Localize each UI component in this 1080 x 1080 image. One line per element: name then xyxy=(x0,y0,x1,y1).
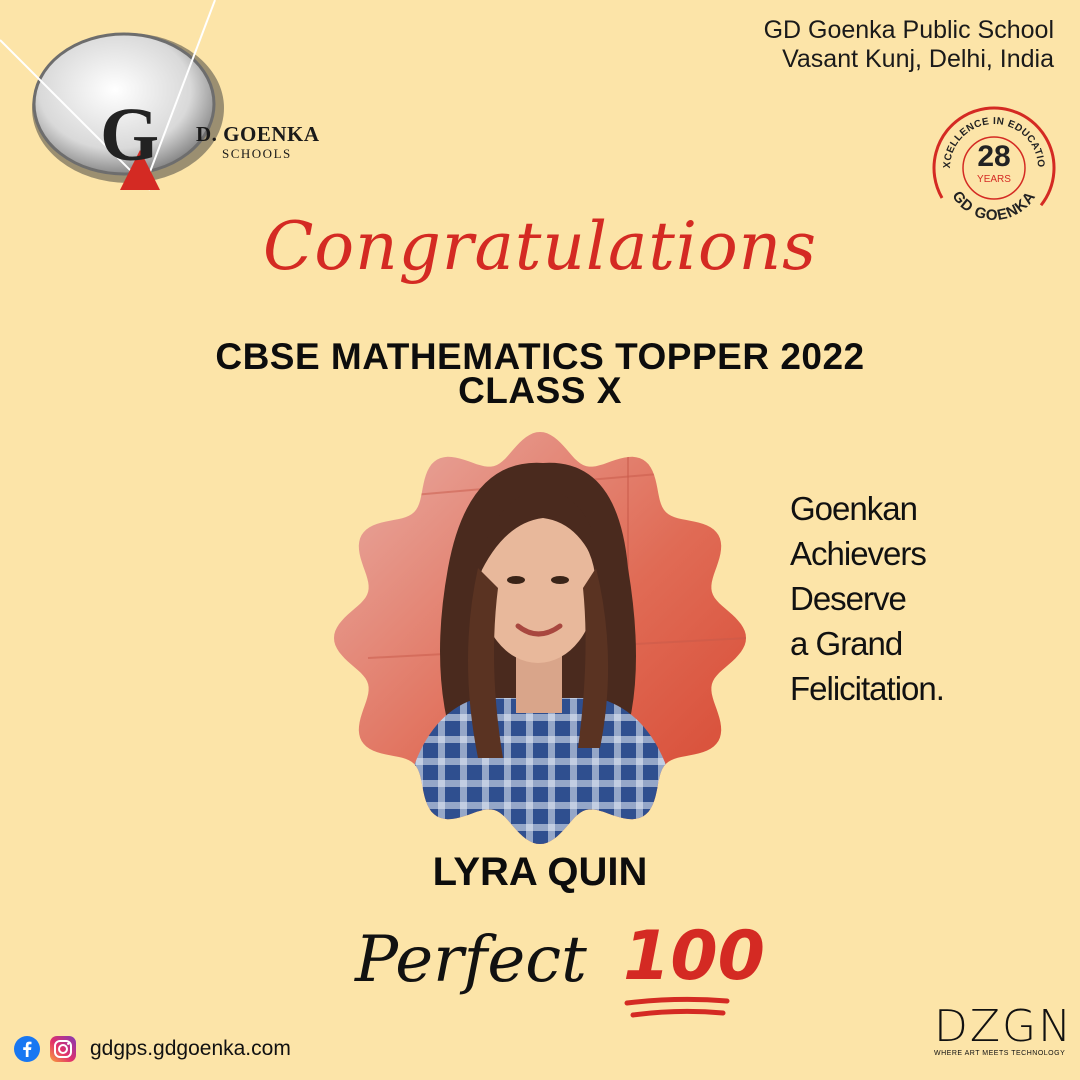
logo-sub-text: SCHOOLS xyxy=(222,146,292,161)
website-link[interactable]: gdgps.gdgoenka.com xyxy=(90,1037,291,1060)
tagline-line: Achievers xyxy=(790,535,926,572)
svg-text:YEARS: YEARS xyxy=(977,174,1011,185)
perfect-label: Perfect xyxy=(355,923,587,997)
svg-text:GD GOENKA: GD GOENKA xyxy=(948,187,1040,225)
tagline-line: Felicitation. xyxy=(790,670,944,707)
logo-brand-text: D. GOENKA xyxy=(196,122,320,146)
school-logo xyxy=(0,0,360,215)
achievement-title-line1: CBSE MATHEMATICS TOPPER 2022 xyxy=(215,336,865,377)
student-photo xyxy=(328,428,752,848)
instagram-icon[interactable] xyxy=(50,1036,76,1062)
achievement-title-line2: CLASS X xyxy=(458,370,622,411)
score-underline-icon xyxy=(623,995,733,1021)
designer-mark: DZGN xyxy=(934,1001,1074,1052)
student-portrait-image xyxy=(328,428,752,848)
designer-logo xyxy=(934,1001,1074,1064)
svg-text:EXCELLENCE IN EDUCATION: XCELLENCE IN EDUCATIO xyxy=(941,115,1047,169)
student-name: LYRA QUIN xyxy=(432,850,648,894)
school-name: GD Goenka Public School xyxy=(763,16,1054,44)
svg-text:28: 28 xyxy=(977,140,1011,173)
perfect-score xyxy=(355,915,765,1025)
school-location: Vasant Kunj, Delhi, India xyxy=(782,45,1054,73)
social-links xyxy=(14,1034,291,1064)
congratulations-heading: Congratulations xyxy=(262,208,818,285)
score-value: 100 xyxy=(623,917,765,996)
logo-emblem-icon xyxy=(0,0,360,215)
svg-text:G: G xyxy=(100,93,160,177)
achievement-title xyxy=(0,336,1080,411)
tagline-line: Deserve xyxy=(790,580,906,617)
tagline xyxy=(790,486,944,711)
tagline-line: a Grand xyxy=(790,625,903,662)
designer-tagline: WHERE ART MEETS TECHNOLOGY xyxy=(934,1050,1066,1057)
tagline-line: Goenkan xyxy=(790,490,917,527)
school-address xyxy=(764,16,1054,74)
facebook-icon[interactable] xyxy=(14,1036,40,1062)
